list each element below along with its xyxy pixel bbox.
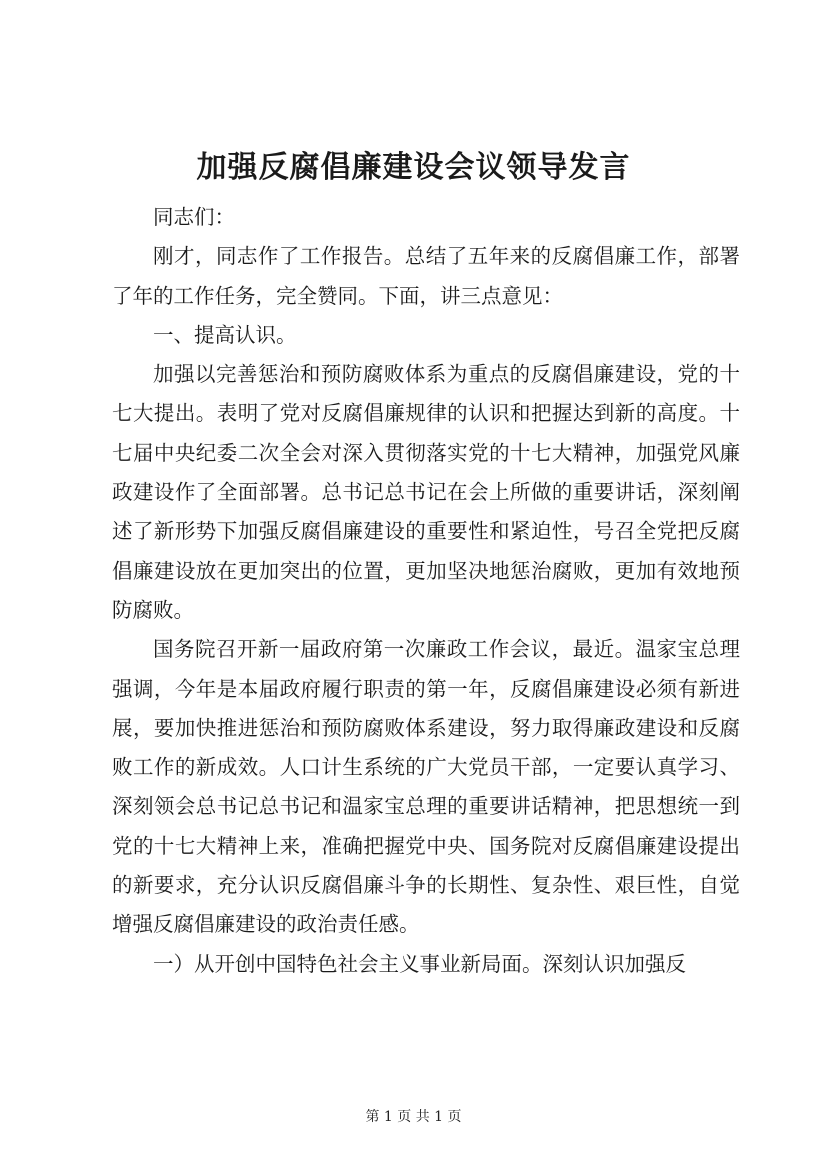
page-footer: 第 1 页 共 1 页 (365, 1109, 462, 1125)
paragraph: 加强以完善惩治和预防腐败体系为重点的反腐倡廉建设，党的十七大提出。表明了党对反腐倡廉规律的认识和把握达到新的高度。十七届中央纪委二次全会对深入贯彻落实党的十七大精神，加强党风廉政建设作了全面部署。总书记总书记在会上所做的重要讲话，深刻阐述了新形势下加强反腐倡廉建设的重要性和紧迫性，号召全党把反腐倡廉建设放在更加突出的位置，更加坚决地惩治腐败，更加有效地预防腐败。 (112, 362, 740, 622)
document-body (112, 198, 740, 984)
paragraph-greeting: 同志们： (153, 205, 235, 229)
paragraph: 国务院召开新一届政府第一次廉政工作会议，最近。温家宝总理强调，今年是本届政府履行职责的第一年，反腐倡廉建设必须有新进展，要加快推进惩治和预防腐败体系建设，努力取得廉政建设和反腐败工作的新成效。人口计生系统的广大党员干部，一定要认真学习、深刻领会总书记总书记和温家宝总理的重要讲话精神，把思想统一到党的十七大精神上来，准确把握党中央、国务院对反腐倡廉建设提出的新要求，充分认识反腐倡廉斗争的长期性、复杂性、艰巨性，自觉增强反腐倡廉建设的政治责任感。 (112, 637, 740, 937)
paragraph-intro: 刚才，同志作了工作报告。总结了五年来的反腐倡廉工作，部署了年的工作任务，完全赞同。下面，讲三点意见： (112, 244, 740, 308)
document-title: 加强反腐倡廉建设会议领导发言 (196, 150, 631, 185)
paragraph: 一）从开创中国特色社会主义事业新局面。深刻认识加强反 (153, 951, 686, 976)
section-heading: 一、提高认识。 (153, 322, 297, 347)
